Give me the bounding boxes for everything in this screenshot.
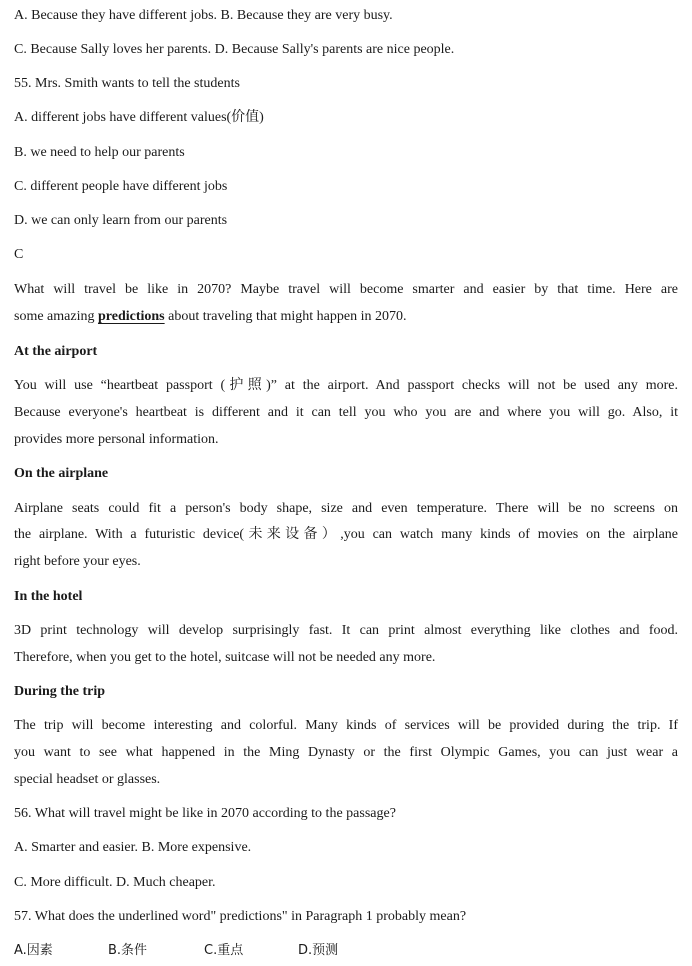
heading-hotel: In the hotel: [14, 589, 83, 604]
q57-option-b: B.条件: [108, 943, 148, 958]
trip-line-2: you want to see what happened in the Ming Dynasty or the first Olympic Games, you can just wear a: [14, 745, 678, 760]
q57-option-d: D.预测: [298, 943, 339, 958]
airplane-line-3: right before your eyes.: [14, 554, 141, 569]
hotel-line-1: 3D print technology will develop surprisingly fast. It can print almost everything like clothes and food.: [14, 623, 678, 638]
heading-airport: At the airport: [14, 344, 98, 359]
airplane-line-1: Airplane seats could fit a person's body shape, size and even temperature. There will be no screens on: [14, 501, 678, 516]
q55-stem: 55. Mrs. Smith wants to tell the students: [14, 76, 240, 91]
q55-option-a: A. different jobs have different values(价值): [14, 110, 264, 125]
q55-option-b: B. we need to help our parents: [14, 145, 185, 160]
airport-line-3: provides more personal information.: [14, 432, 219, 447]
passage-label: C: [14, 247, 24, 262]
q54-options-cd: C. Because Sally loves her parents. D. Because Sally's parents are nice people.: [14, 42, 455, 57]
intro-text-after: about traveling that might happen in 2070.: [164, 309, 407, 324]
hotel-line-2: Therefore, when you get to the hotel, suitcase will not be needed any more.: [14, 650, 436, 665]
heading-airplane: On the airplane: [14, 466, 109, 481]
intro-line-1: What will travel be like in 2070? Maybe travel will become smarter and easier by that time. Here are: [14, 282, 678, 297]
airplane-line-2: the airplane. With a futuristic device(未来设备）,you can watch many kinds of movies on the airplane: [14, 527, 678, 542]
airport-line-1: You will use “heartbeat passport (护照)” at the airport. And passport checks will not be used any more.: [14, 378, 678, 393]
q55-option-d: D. we can only learn from our parents: [14, 213, 228, 228]
intro-text-before: some amazing: [14, 309, 98, 324]
intro-line-2: [14, 308, 678, 326]
q54-options-ab: A. Because they have different jobs. B. Because they are very busy.: [14, 8, 393, 23]
q57-option-c: C.重点: [204, 943, 244, 958]
q55-option-c: C. different people have different jobs: [14, 179, 228, 194]
q56-options-cd: C. More difficult. D. Much cheaper.: [14, 875, 216, 890]
airport-line-2: Because everyone's heartbeat is different and it can tell you who you are and where you will go. Also, it: [14, 405, 678, 420]
q57-stem: 57. What does the underlined word" predictions" in Paragraph 1 probably mean?: [14, 909, 467, 924]
q56-options-ab: A. Smarter and easier. B. More expensive.: [14, 840, 252, 855]
heading-trip: During the trip: [14, 684, 105, 699]
q57-options: [14, 942, 678, 960]
trip-line-3: special headset or glasses.: [14, 772, 161, 787]
trip-line-1: The trip will become interesting and colorful. Many kinds of services will be provided during the trip. If: [14, 718, 678, 733]
underlined-word-predictions: predictions: [97, 309, 165, 324]
q56-stem: 56. What will travel might be like in 2070 according to the passage?: [14, 806, 396, 821]
q57-option-a: A.因素: [14, 943, 53, 958]
